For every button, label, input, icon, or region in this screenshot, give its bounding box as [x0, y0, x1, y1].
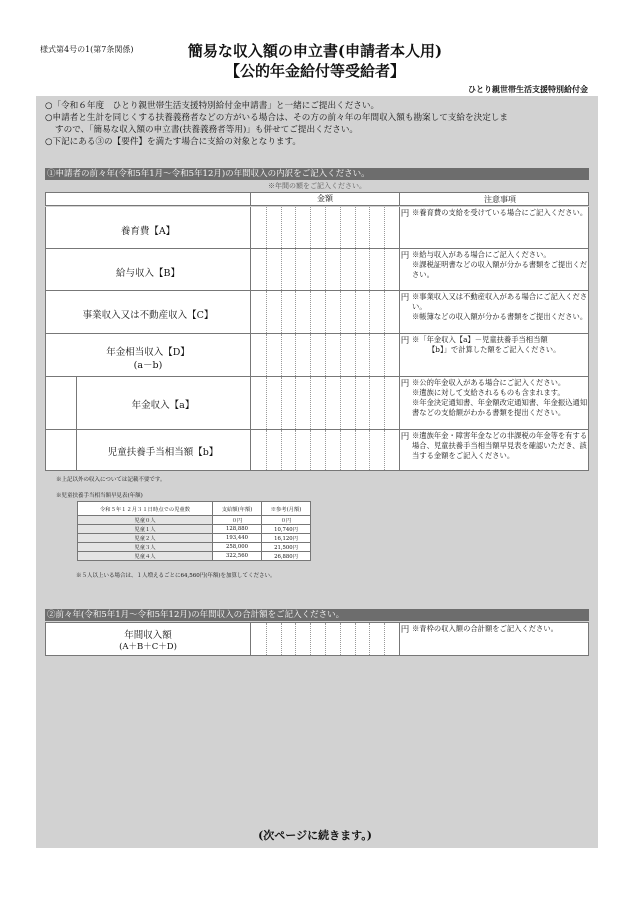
digit-divider — [355, 377, 356, 429]
issuer-label: ひとり親世帯生活支援特別給付金 — [468, 84, 588, 94]
digit-divider — [369, 623, 370, 655]
digit-divider — [384, 334, 385, 376]
digit-divider — [310, 291, 311, 333]
amount-input[interactable] — [250, 430, 400, 470]
notice-item: ○申請者と生計を同じくする扶養義務者などの方がいる場合は、その方の前々年の年間収入額も勘案して支給を決定しま — [45, 113, 508, 123]
amount-input[interactable] — [250, 377, 400, 429]
notice-item: ○「令和６年度 ひとり親世帯生活支援特別給付金申請書」と一緒にご提出ください。 — [45, 101, 380, 111]
row-label: 事業収入又は不動産収入【C】 — [82, 310, 214, 321]
notes-column-header: 注意事項 — [484, 195, 516, 204]
row-sublabel: (A＋B＋C＋D) — [119, 642, 177, 652]
digit-divider — [295, 334, 296, 376]
digit-divider — [266, 377, 267, 429]
row-label: 年金相当収入【D】 — [106, 347, 190, 358]
reference-table-caption: ※児童扶養手当相当額早見表(年額) — [56, 493, 143, 499]
page-title: 簡易な収入額の申立書(申請者本人用) — [187, 42, 443, 60]
row-pension-equivalent — [45, 334, 589, 377]
row-sublabel: (a－b) — [133, 360, 163, 371]
row-label: 給与収入【B】 — [116, 268, 180, 279]
table-row: 児童１人 128,880 10,740円 — [78, 525, 311, 534]
row-salary-income — [45, 249, 589, 291]
digit-divider — [295, 291, 296, 333]
digit-divider — [281, 207, 282, 248]
notice-list — [45, 100, 595, 148]
digit-divider — [384, 430, 385, 470]
digit-divider — [325, 623, 326, 655]
digit-divider — [355, 207, 356, 248]
amount-input[interactable] — [250, 334, 400, 376]
yen-unit: 円 — [400, 379, 410, 389]
digit-divider — [340, 207, 341, 248]
column-header-row — [45, 192, 589, 206]
yen-unit: 円 — [400, 251, 410, 261]
digit-divider — [310, 430, 311, 470]
yen-unit: 円 — [400, 293, 410, 303]
digit-divider — [340, 430, 341, 470]
digit-divider — [369, 291, 370, 333]
digit-divider — [325, 377, 326, 429]
digit-divider — [340, 623, 341, 655]
row-business-income — [45, 291, 589, 334]
digit-divider — [295, 430, 296, 470]
digit-divider — [266, 249, 267, 290]
digit-divider — [295, 249, 296, 290]
digit-divider — [295, 207, 296, 248]
row-label: 年金収入【a】 — [131, 400, 195, 411]
digit-divider — [281, 291, 282, 333]
digit-divider — [384, 623, 385, 655]
yen-unit: 円 — [400, 432, 410, 442]
ref-header: ※参考(月額) — [262, 502, 311, 516]
digit-divider — [369, 430, 370, 470]
digit-divider — [340, 291, 341, 333]
yen-unit: 円 — [400, 625, 410, 635]
digit-divider — [355, 291, 356, 333]
notice-item: ○下記にある③の【要件】を満たす場合に支給の対象となります。 — [45, 137, 302, 147]
table-row: 児童０人 ０円 ０円 — [78, 516, 311, 525]
row-note: ※給与収入がある場合にご記入ください。 ※課税証明書などの収入額が分かる書類をご提出ください。 — [412, 250, 588, 279]
row-label: 児童扶養手当相当額【b】 — [107, 447, 219, 458]
digit-divider — [310, 623, 311, 655]
yen-unit: 円 — [400, 336, 410, 346]
row-note: ※青枠の収入額の合計額をご記入ください。 — [412, 624, 558, 633]
section1-subheader: ※年間の額をご記入ください。 — [268, 182, 366, 190]
digit-divider — [325, 207, 326, 248]
digit-divider — [355, 334, 356, 376]
row-label: 養育費【A】 — [120, 226, 176, 237]
digit-divider — [369, 249, 370, 290]
ref-header: 支給額(年額) — [213, 502, 262, 516]
amount-input[interactable] — [250, 249, 400, 290]
digit-divider — [369, 334, 370, 376]
digit-divider — [355, 249, 356, 290]
digit-divider — [281, 377, 282, 429]
digit-divider — [340, 377, 341, 429]
form-number: 様式第4号の1(第7条関係) — [40, 45, 134, 54]
yen-unit: 円 — [400, 209, 410, 219]
digit-divider — [310, 249, 311, 290]
amount-input[interactable] — [250, 207, 400, 248]
digit-divider — [325, 291, 326, 333]
digit-divider — [266, 623, 267, 655]
digit-divider — [310, 334, 311, 376]
page-subtitle: 【公的年金給付等受給者】 — [224, 62, 405, 80]
digit-divider — [281, 249, 282, 290]
section1-header: ①申請者の前々年(令和5年1月～令和5年12月)の年間収入の内訳をご記入ください。 — [45, 168, 589, 180]
digit-divider — [355, 623, 356, 655]
row-note: ※事業収入又は不動産収入がある場合にご記入ください。 ※帳簿などの収入額が分かる書類をご提出ください。 — [412, 292, 588, 321]
section2-header: ②前々年(令和5年1月～令和5年12月)の年間収入の合計額をご記入ください。 — [45, 609, 589, 621]
digit-divider — [281, 334, 282, 376]
digit-divider — [266, 291, 267, 333]
digit-divider — [325, 334, 326, 376]
digit-divider — [369, 377, 370, 429]
row-childcare-support — [45, 207, 589, 249]
digit-divider — [325, 249, 326, 290]
amount-column-header: 金額 — [250, 193, 400, 205]
reference-table-footnote: ※５人以上いる場合は、１人増えるごとに64,560円(年額)を加算してください。 — [76, 573, 276, 579]
amount-input[interactable] — [250, 291, 400, 333]
table-row: 児童２人 193,440 16,120円 — [78, 534, 311, 543]
section1-footnote: ※上記以外の収入については記載不要です。 — [56, 477, 166, 483]
digit-divider — [295, 623, 296, 655]
row-note: ※「年金収入【a】－児童扶養手当相当額 【b】」で計算した額をご記入ください。 — [412, 335, 561, 354]
digit-divider — [266, 334, 267, 376]
section1-subheader-row — [45, 181, 589, 191]
table-row: 児童４人 322,560 26,880円 — [78, 552, 311, 561]
digit-divider — [310, 207, 311, 248]
digit-divider — [310, 377, 311, 429]
row-note: ※養育費の支給を受けている場合にご記入ください。 — [412, 208, 588, 217]
notice-item: すので、「簡易な収入額の申立書(扶養義務者等用)」も併せてご提出ください。 — [55, 125, 359, 135]
digit-divider — [355, 430, 356, 470]
reference-table — [77, 501, 311, 561]
row-label: 年間収入額 — [124, 630, 172, 641]
row-note: ※遺族年金・障害年金などの非課税の年金等を有する場合、児童扶養手当相当額早見表を確認いただき、該当する金額をご記入ください。 — [412, 431, 588, 460]
digit-divider — [384, 291, 385, 333]
digit-divider — [281, 430, 282, 470]
continued-notice: (次ページに続きます。) — [258, 829, 372, 842]
row-child-allowance-equivalent — [45, 430, 589, 471]
digit-divider — [369, 207, 370, 248]
table-row: 児童３人 258,000 21,500円 — [78, 543, 311, 552]
digit-divider — [325, 430, 326, 470]
row-annual-income-total — [45, 622, 589, 656]
digit-divider — [295, 377, 296, 429]
digit-divider — [266, 207, 267, 248]
digit-divider — [384, 249, 385, 290]
digit-divider — [384, 377, 385, 429]
total-amount-input[interactable] — [250, 623, 400, 655]
ref-header: 令和５年１２月３１日時点での児童数 — [78, 502, 213, 516]
digit-divider — [281, 623, 282, 655]
digit-divider — [340, 334, 341, 376]
digit-divider — [384, 207, 385, 248]
row-pension-income — [45, 377, 589, 430]
row-note: ※公的年金収入がある場合にご記入ください。 ※遺族に対して支給されるものも含まれます。 ※年金決定通知書、年金額改定通知書、年金振込通知書などの支給額がわかる書類を提出ください。 — [412, 378, 588, 417]
digit-divider — [340, 249, 341, 290]
digit-divider — [266, 430, 267, 470]
